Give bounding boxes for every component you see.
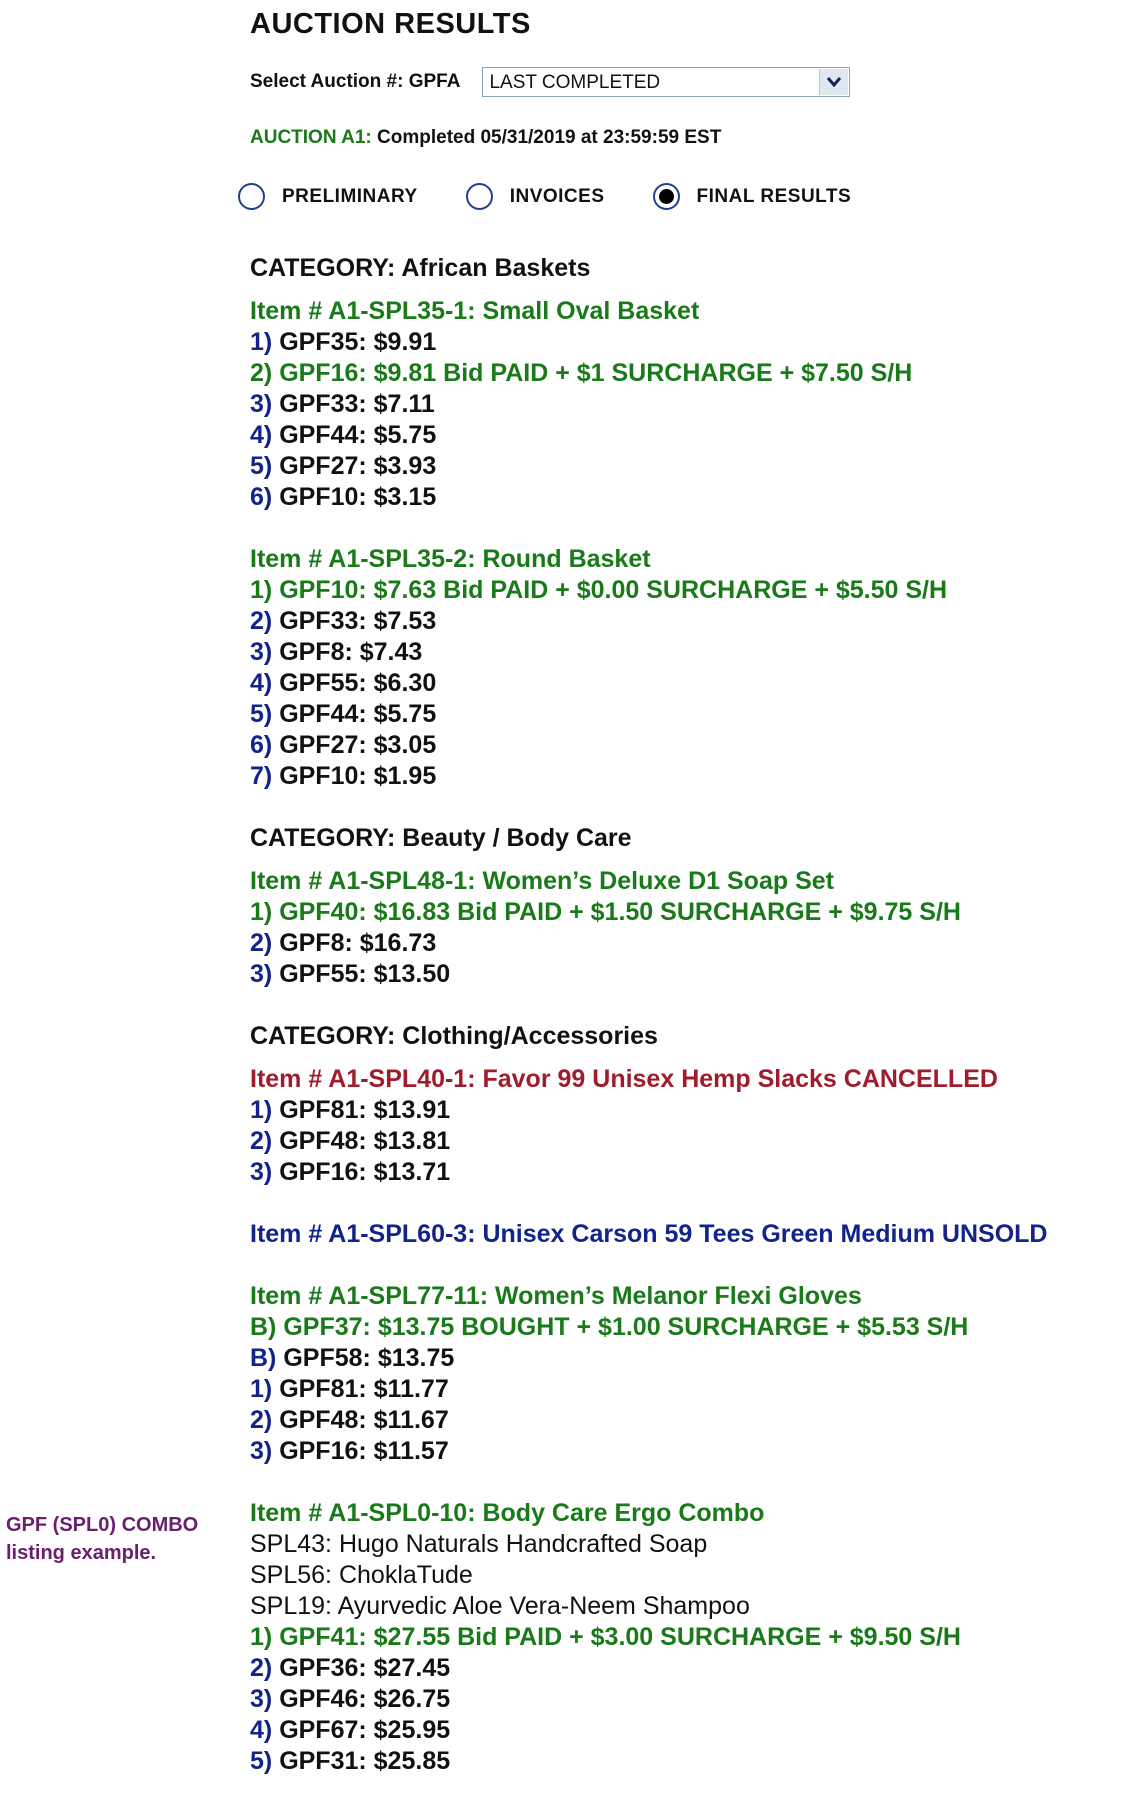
bid-rank: 1) <box>250 328 273 356</box>
bid-row <box>250 389 1130 420</box>
bid-rank: 4) <box>250 1716 273 1744</box>
bid-row <box>250 668 1130 699</box>
bid-row <box>250 420 1130 451</box>
combo-component: SPL19: Ayurvedic Aloe Vera-Neem Shampoo <box>250 1592 750 1620</box>
combo-component: SPL43: Hugo Naturals Handcrafted Soap <box>250 1530 708 1558</box>
bid-text: GPF37: $13.75 BOUGHT + $1.00 SURCHARGE + $5.53 S/H <box>283 1313 969 1341</box>
results-view-radio-group <box>238 183 899 210</box>
bid-text: GPF81: $11.77 <box>279 1375 449 1403</box>
bid-rank: 1) <box>250 1096 273 1124</box>
spacer <box>250 284 1130 296</box>
bid-text: GPF81: $13.91 <box>279 1096 451 1124</box>
bid-text: GPF40: $16.83 Bid PAID + $1.50 SURCHARGE + $9.75 S/H <box>279 898 961 926</box>
bid-row <box>250 1126 1130 1157</box>
bid-text: GPF31: $25.85 <box>279 1747 451 1775</box>
bid-rank: 1) <box>250 1623 273 1651</box>
winning-bid-row <box>250 1312 1130 1343</box>
bid-rank: 1) <box>250 576 273 604</box>
spacer <box>250 854 1130 866</box>
auction-status-label: AUCTION A1: <box>250 127 372 148</box>
combo-note-line: GPF (SPL0) COMBO <box>6 1514 199 1536</box>
bid-rank: 1) <box>250 1375 273 1403</box>
item-title[interactable]: Item # A1-SPL35-1: Small Oval Basket <box>250 297 700 325</box>
auction-status-text: Completed 05/31/2019 at 23:59:59 EST <box>377 127 722 148</box>
bid-text: GPF8: $16.73 <box>279 929 437 957</box>
bid-text: GPF36: $27.45 <box>279 1654 451 1682</box>
winning-bid-row <box>250 897 1130 928</box>
radio-preliminary[interactable] <box>238 183 418 210</box>
bid-text: GPF35: $9.91 <box>279 328 437 356</box>
combo-listing-note <box>6 1511 198 1567</box>
winning-bid-row <box>250 358 1130 389</box>
bid-rank: 1) <box>250 898 273 926</box>
spacer <box>250 1250 1130 1281</box>
bid-rank: 3) <box>250 638 273 666</box>
bid-rank: 2) <box>250 607 273 635</box>
bid-row <box>250 1157 1130 1188</box>
radio-button[interactable] <box>466 183 493 210</box>
spacer <box>250 792 1130 823</box>
bid-row <box>250 327 1130 358</box>
bid-rank: 3) <box>250 960 273 988</box>
bid-row <box>250 1715 1130 1746</box>
chevron-down-icon[interactable] <box>819 69 848 95</box>
bid-text: GPF27: $3.93 <box>279 452 437 480</box>
bid-text: GPF58: $13.75 <box>283 1344 455 1372</box>
bid-row <box>250 1684 1130 1715</box>
bid-text: GPF10: $1.95 <box>279 762 437 790</box>
bid-text: GPF55: $13.50 <box>279 960 451 988</box>
bid-rank: 5) <box>250 452 273 480</box>
bid-text: GPF48: $13.81 <box>279 1127 451 1155</box>
bid-row <box>250 761 1130 792</box>
bid-row <box>250 1343 1130 1374</box>
bid-text: GPF16: $11.57 <box>279 1437 449 1465</box>
page-title: AUCTION RESULTS <box>250 8 531 40</box>
bid-rank: B) <box>250 1313 277 1341</box>
combo-component: SPL56: ChoklaTude <box>250 1561 473 1589</box>
bid-row <box>250 606 1130 637</box>
bid-text: GPF8: $7.43 <box>279 638 423 666</box>
bid-rank: B) <box>250 1344 277 1372</box>
bid-rank: 2) <box>250 929 273 957</box>
bid-text: GPF41: $27.55 Bid PAID + $3.00 SURCHARGE + $9.50 S/H <box>279 1623 961 1651</box>
category-heading: CATEGORY: Clothing/Accessories <box>250 1022 658 1050</box>
bid-text: GPF48: $11.67 <box>279 1406 449 1434</box>
category-heading: CATEGORY: African Baskets <box>250 254 591 282</box>
auction-select-label: Select Auction #: GPFA <box>250 71 461 92</box>
bid-row <box>250 1436 1130 1467</box>
bid-rank: 2) <box>250 1654 273 1682</box>
spacer <box>250 1467 1130 1498</box>
bid-row <box>250 451 1130 482</box>
item-title[interactable]: Item # A1-SPL0-10: Body Care Ergo Combo <box>250 1499 765 1527</box>
bid-row <box>250 730 1130 761</box>
bid-text: GPF10: $3.15 <box>279 483 437 511</box>
spacer <box>250 513 1130 544</box>
bid-rank: 2) <box>250 1127 273 1155</box>
bid-row <box>250 637 1130 668</box>
bid-row <box>250 1374 1130 1405</box>
bid-row <box>250 482 1130 513</box>
bid-text: GPF16: $9.81 Bid PAID + $1 SURCHARGE + $7.50 S/H <box>279 359 913 387</box>
bid-row <box>250 928 1130 959</box>
radio-label: INVOICES <box>509 185 605 207</box>
auction-select-row <box>250 66 850 98</box>
bid-text: GPF44: $5.75 <box>279 700 437 728</box>
bid-text: GPF33: $7.53 <box>279 607 437 635</box>
bid-row <box>250 1405 1130 1436</box>
bid-row <box>250 1095 1130 1126</box>
bid-rank: 3) <box>250 1685 273 1713</box>
bid-text: GPF46: $26.75 <box>279 1685 451 1713</box>
item-title[interactable]: Item # A1-SPL40-1: Favor 99 Unisex Hemp Slacks CANCELLED <box>250 1065 998 1093</box>
bid-rank: 4) <box>250 421 273 449</box>
radio-button[interactable] <box>653 183 680 210</box>
bid-text: GPF27: $3.05 <box>279 731 437 759</box>
radio-invoices[interactable] <box>466 183 605 210</box>
radio-final-results[interactable] <box>653 183 852 210</box>
bid-rank: 5) <box>250 1747 273 1775</box>
bid-rank: 6) <box>250 731 273 759</box>
auction-select-value: LAST COMPLETED <box>489 72 661 93</box>
bid-text: GPF44: $5.75 <box>279 421 437 449</box>
bid-text: GPF55: $6.30 <box>279 669 437 697</box>
bid-rank: 5) <box>250 700 273 728</box>
bid-text: GPF10: $7.63 Bid PAID + $0.00 SURCHARGE + $5.50 S/H <box>279 576 948 604</box>
bid-rank: 2) <box>250 1406 273 1434</box>
radio-label: FINAL RESULTS <box>696 185 852 207</box>
item-title[interactable]: Item # A1-SPL35-2: Round Basket <box>250 545 651 573</box>
winning-bid-row <box>250 575 1130 606</box>
bid-rank: 3) <box>250 1437 273 1465</box>
bid-rank: 3) <box>250 1158 273 1186</box>
bid-rank: 2) <box>250 359 273 387</box>
bid-row <box>250 1746 1130 1777</box>
item-title[interactable]: Item # A1-SPL77-11: Women’s Melanor Flexi Gloves <box>250 1282 862 1310</box>
auction-status <box>250 127 721 149</box>
spacer <box>250 990 1130 1021</box>
results-list <box>250 253 1130 1777</box>
radio-label: PRELIMINARY <box>282 185 418 207</box>
bid-row <box>250 699 1130 730</box>
bid-rank: 4) <box>250 669 273 697</box>
item-title[interactable]: Item # A1-SPL60-3: Unisex Carson 59 Tees Green Medium UNSOLD <box>250 1220 1048 1248</box>
bid-text: GPF67: $25.95 <box>279 1716 451 1744</box>
bid-rank: 7) <box>250 762 273 790</box>
combo-note-line: listing example. <box>6 1542 157 1564</box>
bid-row <box>250 1653 1130 1684</box>
spacer <box>250 1188 1130 1219</box>
spacer <box>250 1052 1130 1064</box>
category-heading: CATEGORY: Beauty / Body Care <box>250 824 632 852</box>
bid-row <box>250 959 1130 990</box>
bid-text: GPF33: $7.11 <box>279 390 435 418</box>
item-title[interactable]: Item # A1-SPL48-1: Women’s Deluxe D1 Soap Set <box>250 867 834 895</box>
radio-button[interactable] <box>238 183 265 210</box>
auction-select-dropdown[interactable] <box>482 67 850 97</box>
bid-rank: 6) <box>250 483 273 511</box>
bid-text: GPF16: $13.71 <box>279 1158 451 1186</box>
bid-rank: 3) <box>250 390 273 418</box>
winning-bid-row <box>250 1622 1130 1653</box>
